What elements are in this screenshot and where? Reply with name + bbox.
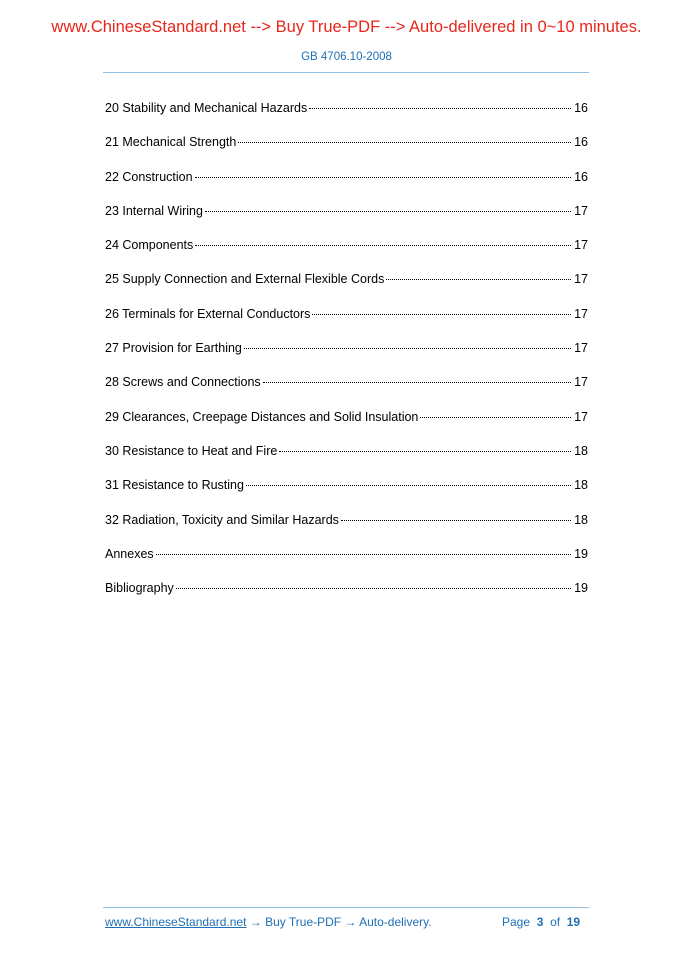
dot-leader bbox=[341, 520, 571, 521]
toc-entry-title[interactable]: 21 Mechanical Strength bbox=[105, 135, 237, 150]
page-label: Page bbox=[502, 915, 531, 929]
toc-entry[interactable] bbox=[105, 476, 588, 510]
toc-entry-page: 17 bbox=[574, 409, 588, 424]
toc-entry[interactable] bbox=[105, 202, 588, 236]
toc-entry-title[interactable]: 24 Components bbox=[105, 238, 194, 253]
toc-entry-page: 17 bbox=[574, 375, 588, 390]
toc-entry-title[interactable]: Annexes bbox=[105, 546, 154, 561]
toc-entry[interactable] bbox=[105, 168, 588, 202]
toc-entry-title[interactable]: 22 Construction bbox=[105, 169, 193, 184]
toc-entry-title[interactable]: 27 Provision for Earthing bbox=[105, 341, 242, 356]
toc-entry-page: 19 bbox=[574, 581, 588, 596]
toc-entry[interactable] bbox=[105, 511, 588, 545]
toc-entry-page: 19 bbox=[574, 546, 588, 561]
dot-leader bbox=[309, 108, 571, 109]
toc-entry[interactable] bbox=[105, 545, 588, 579]
page-total: 19 bbox=[566, 915, 581, 929]
toc-entry-title[interactable]: 29 Clearances, Creepage Distances and Solid Insulation bbox=[105, 409, 419, 424]
toc-entry-title[interactable]: 28 Screws and Connections bbox=[105, 375, 261, 390]
page-indicator bbox=[502, 915, 580, 929]
toc-entry-page: 16 bbox=[574, 169, 588, 184]
toc-entry-page: 16 bbox=[574, 101, 588, 115]
toc-entry[interactable] bbox=[105, 236, 588, 270]
dot-leader bbox=[312, 314, 571, 315]
dot-leader bbox=[238, 142, 571, 143]
dot-leader bbox=[386, 279, 571, 280]
toc-entry-page: 18 bbox=[574, 443, 588, 458]
toc-entry-title[interactable]: 31 Resistance to Rusting bbox=[105, 478, 244, 493]
table-of-contents bbox=[105, 99, 588, 613]
toc-entry[interactable] bbox=[105, 270, 588, 304]
page-current: 3 bbox=[536, 915, 544, 929]
toc-entry[interactable] bbox=[105, 579, 588, 613]
toc-entry[interactable] bbox=[105, 305, 588, 339]
toc-entry-page: 17 bbox=[574, 306, 588, 321]
footer-tagline: → Buy True-PDF → Auto-delivery. bbox=[246, 915, 432, 929]
toc-entry-title[interactable]: 26 Terminals for External Conductors bbox=[105, 306, 311, 321]
header-divider bbox=[103, 72, 589, 73]
dot-leader bbox=[246, 485, 571, 486]
dot-leader bbox=[263, 382, 571, 383]
toc-entry[interactable] bbox=[105, 99, 588, 133]
toc-entry[interactable] bbox=[105, 373, 588, 407]
toc-entry-page: 18 bbox=[574, 478, 588, 493]
footer-promo bbox=[105, 915, 432, 929]
toc-entry-title[interactable]: 30 Resistance to Heat and Fire bbox=[105, 443, 278, 458]
toc-entry-title[interactable]: 25 Supply Connection and External Flexible Cords bbox=[105, 272, 385, 287]
toc-entry[interactable] bbox=[105, 339, 588, 373]
toc-entry-title[interactable]: 23 Internal Wiring bbox=[105, 203, 203, 218]
dot-leader bbox=[420, 417, 571, 418]
toc-entry-page: 18 bbox=[574, 512, 588, 527]
dot-leader bbox=[205, 211, 571, 212]
page-of-label: of bbox=[550, 915, 561, 929]
dot-leader bbox=[195, 245, 571, 246]
toc-entry-title[interactable]: Bibliography bbox=[105, 581, 174, 596]
toc-entry-page: 17 bbox=[574, 272, 588, 287]
toc-entry[interactable] bbox=[105, 442, 588, 476]
dot-leader bbox=[176, 588, 571, 589]
toc-entry-title[interactable]: 32 Radiation, Toxicity and Similar Hazards bbox=[105, 512, 339, 527]
footer-site-link[interactable]: www.ChineseStandard.net bbox=[105, 915, 247, 929]
top-banner: www.ChineseStandard.net --> Buy True-PDF --> Auto-delivered in 0~10 minutes. bbox=[51, 18, 642, 36]
toc-entry[interactable] bbox=[105, 408, 588, 442]
toc-entry-title[interactable]: 20 Stability and Mechanical Hazards bbox=[105, 101, 308, 115]
dot-leader bbox=[195, 177, 572, 178]
dot-leader bbox=[156, 554, 571, 555]
toc-entry-page: 17 bbox=[574, 238, 588, 253]
dot-leader bbox=[244, 348, 571, 349]
toc-entry-page: 17 bbox=[574, 203, 588, 218]
toc-entry-page: 16 bbox=[574, 135, 588, 150]
document-code: GB 4706.10-2008 bbox=[301, 51, 392, 63]
dot-leader bbox=[279, 451, 571, 452]
footer-divider bbox=[103, 907, 589, 908]
toc-entry[interactable] bbox=[105, 133, 588, 167]
toc-entry-page: 17 bbox=[574, 341, 588, 356]
